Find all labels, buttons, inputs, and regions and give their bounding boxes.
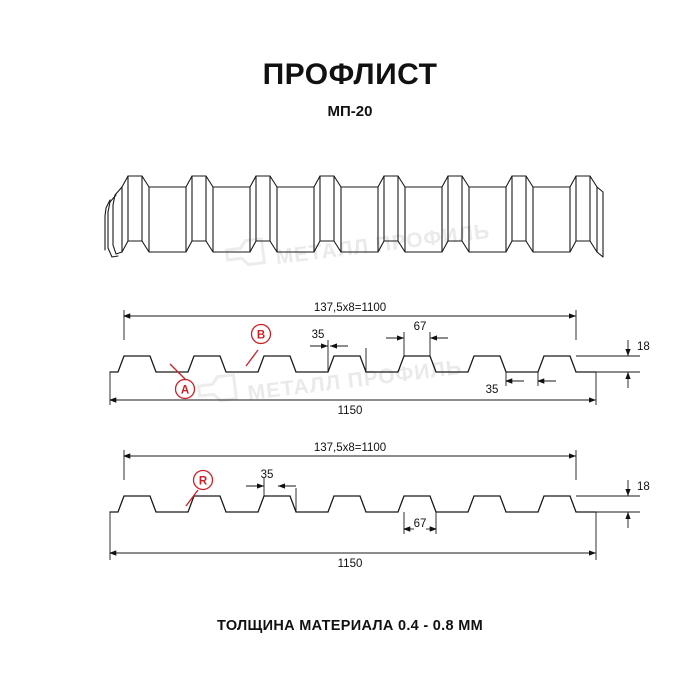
dim-top-height-label: 18 — [637, 341, 650, 353]
dim-top-rib-67-label: 67 — [413, 321, 427, 333]
dim-bottom-working-width-label: 137,5x8=1100 — [313, 442, 387, 454]
dim-top-rib-35-lower-label: 35 — [485, 384, 499, 396]
profile-section-bottom — [110, 496, 596, 512]
dim-bottom-rib-67-label: 67 — [413, 518, 427, 530]
dim-bottom-height — [576, 480, 640, 528]
dim-top-rib-35-lower — [506, 372, 556, 386]
dim-top-rib-35-upper-label: 35 — [311, 329, 325, 341]
marker-a — [170, 364, 195, 399]
svg-text:МЕТАЛЛ ПРОФИЛЬ: МЕТАЛЛ ПРОФИЛЬ — [274, 219, 492, 270]
marker-b — [246, 325, 271, 367]
marker-b-label: B — [256, 329, 266, 342]
marker-r — [186, 471, 213, 507]
dim-top-height — [576, 340, 640, 388]
marker-a-label: A — [180, 384, 190, 397]
dim-bottom-total-width — [110, 512, 596, 560]
marker-r-label: R — [198, 475, 208, 488]
svg-text:МЕТАЛЛ ПРОФИЛЬ: МЕТАЛЛ ПРОФИЛЬ — [246, 355, 464, 406]
dim-top-total-width-label: 1150 — [337, 405, 363, 417]
dim-bottom-rib-35 — [246, 478, 296, 512]
dim-bottom-working-width — [124, 450, 576, 480]
dim-top-rib-67 — [386, 332, 448, 356]
dim-bottom-height-label: 18 — [637, 481, 650, 493]
material-thickness-note: ТОЛЩИНА МАТЕРИАЛА 0.4 - 0.8 ММ — [217, 618, 483, 634]
dim-top-working-width-label: 137,5x8=1100 — [313, 302, 387, 314]
dim-top-working-width — [124, 310, 576, 340]
page-title: ПРОФЛИСТ — [262, 58, 438, 91]
dim-bottom-rib-35-label: 35 — [260, 469, 274, 481]
model-subtitle: МП-20 — [327, 103, 373, 120]
dim-bottom-total-width-label: 1150 — [337, 558, 363, 570]
